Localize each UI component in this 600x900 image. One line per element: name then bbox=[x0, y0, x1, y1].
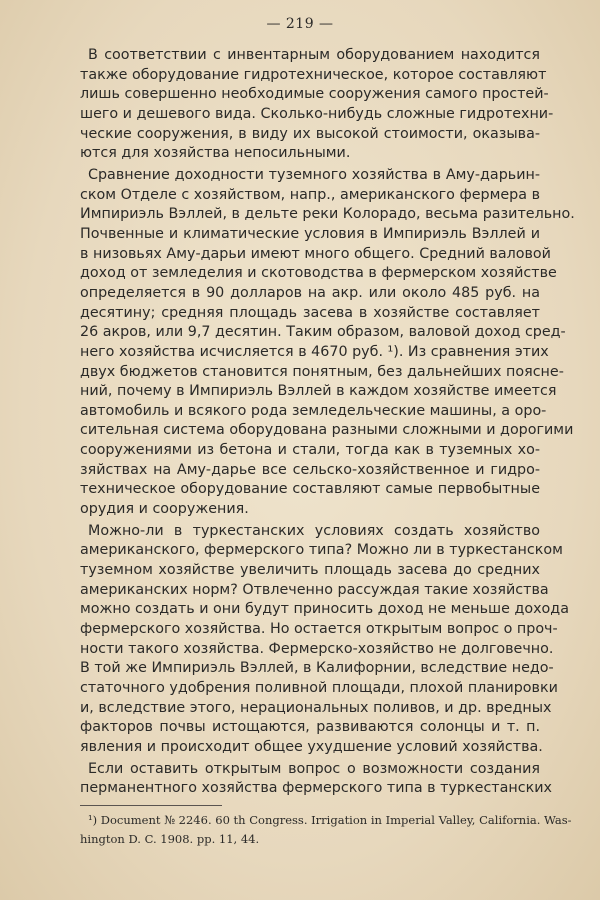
text-line: сооружениями из бетона и стали, тогда как в туземных хо- bbox=[80, 442, 540, 459]
text-line: него хозяйства исчисляется в 4670 руб. ¹). Из сравнения этих bbox=[80, 343, 549, 360]
text-line: В соответствии с инвентарным оборудованием находится bbox=[88, 47, 540, 63]
text-line: сительная система оборудована разными сложными и дорогими bbox=[80, 422, 574, 439]
text-line: орудия и сооружения. bbox=[80, 501, 249, 518]
text-line: двух бюджетов становится понятным, без дальнейших поясне- bbox=[80, 363, 564, 380]
paragraph-2 bbox=[80, 166, 575, 520]
text-line: ний, почему в Импириэль Вэллей в каждом хозяйстве имеется bbox=[80, 383, 557, 400]
text-line: ются для хозяйства непосильными. bbox=[80, 145, 351, 162]
text-line: В той же Импириэль Вэллей, в Калифорнии, вследствие недо- bbox=[80, 660, 554, 677]
text-line: американского, фермерского типа? Можно ли в туркестанском bbox=[80, 542, 563, 559]
text-line: можно создать и они будут приносить доход не меньше дохода bbox=[80, 601, 569, 618]
body-text bbox=[80, 46, 575, 799]
text-line: Если оставить открытым вопрос о возможности создания bbox=[88, 760, 540, 777]
footnote bbox=[80, 811, 572, 849]
text-line: и, вследствие этого, нерациональных поливов, и др. вредных bbox=[80, 699, 552, 716]
text-line: ности такого хозяйства. Фермерско-хозяйство не долговечно. bbox=[80, 640, 554, 657]
text-line: автомобиль и всякого рода земледельческие машины, а оро- bbox=[80, 402, 547, 419]
text-line: статочного удобрения поливной площади, плохой планировки bbox=[80, 680, 558, 696]
footnote-line: ¹) Document № 2246. 60 th Congress. Irrigation in Imperial Valley, California. Was- bbox=[88, 813, 572, 827]
text-line: зяйствах на Аму-дарье все сельско-хозяйственное и гидро- bbox=[80, 461, 540, 478]
text-line: фермерского хозяйства. Но остается открытым вопрос о проч- bbox=[80, 621, 558, 638]
text-line: туземном хозяйстве увеличить площадь засева до средних bbox=[80, 562, 540, 579]
text-line: ском Отделе с хозяйством, напр., американского фермера в bbox=[80, 186, 540, 203]
text-line: американских норм? Отвлеченно рассуждая такие хозяйства bbox=[80, 581, 549, 598]
text-line: Импириэль Вэллей, в дельте реки Колорадо, весьма разительно. bbox=[80, 206, 575, 223]
text-line: ческие сооружения, в виду их высокой стоимости, оказыва- bbox=[80, 125, 540, 142]
text-line: лишь совершенно необходимые сооружения самого простей- bbox=[80, 86, 549, 103]
text-line: также оборудование гидротехническое, которое составляют bbox=[80, 66, 547, 83]
text-line: явления и происходит общее ухудшение условий хозяйства. bbox=[80, 738, 543, 755]
text-line: 26 акров, или 9,7 десятин. Таким образом, валовой доход сред- bbox=[80, 324, 566, 341]
text-line: Почвенные и климатические условия в Импириэль Вэллей и bbox=[80, 225, 540, 242]
text-line: Можно-ли в туркестанских условиях создать хозяйство bbox=[88, 522, 540, 539]
text-line: десятину; средняя площадь засева в хозяйстве составляет bbox=[80, 304, 540, 321]
text-line: определяется в 90 долларов на акр. или около 485 руб. на bbox=[80, 284, 540, 301]
text-line: Сравнение доходности туземного хозяйства в Аму-дарьин- bbox=[88, 166, 540, 183]
paragraph-1 bbox=[80, 46, 554, 164]
footnote-line: hington D. C. 1908. pp. 11, 44. bbox=[80, 832, 260, 846]
text-line: факторов почвы истощаются, развиваются солонцы и т. п. bbox=[80, 719, 540, 736]
text-line: в низовьях Аму-дарьи имеют много общего. Средний валовой bbox=[80, 245, 551, 262]
text-line: доход от земледелия и скотоводства в фермерском хозяйстве bbox=[80, 265, 557, 282]
text-line: перманентного хозяйства фермерского типа в туркестанских bbox=[80, 780, 552, 797]
page-number: — 219 — bbox=[266, 16, 334, 32]
paragraph-4 bbox=[80, 760, 552, 799]
paragraph-3 bbox=[80, 522, 569, 758]
text-line: шего и дешевого вида. Сколько-нибудь сложные гидротехни- bbox=[80, 105, 554, 122]
text-line: техническое оборудование составляют самые первобытные bbox=[80, 481, 540, 498]
footnote-rule bbox=[80, 805, 222, 806]
